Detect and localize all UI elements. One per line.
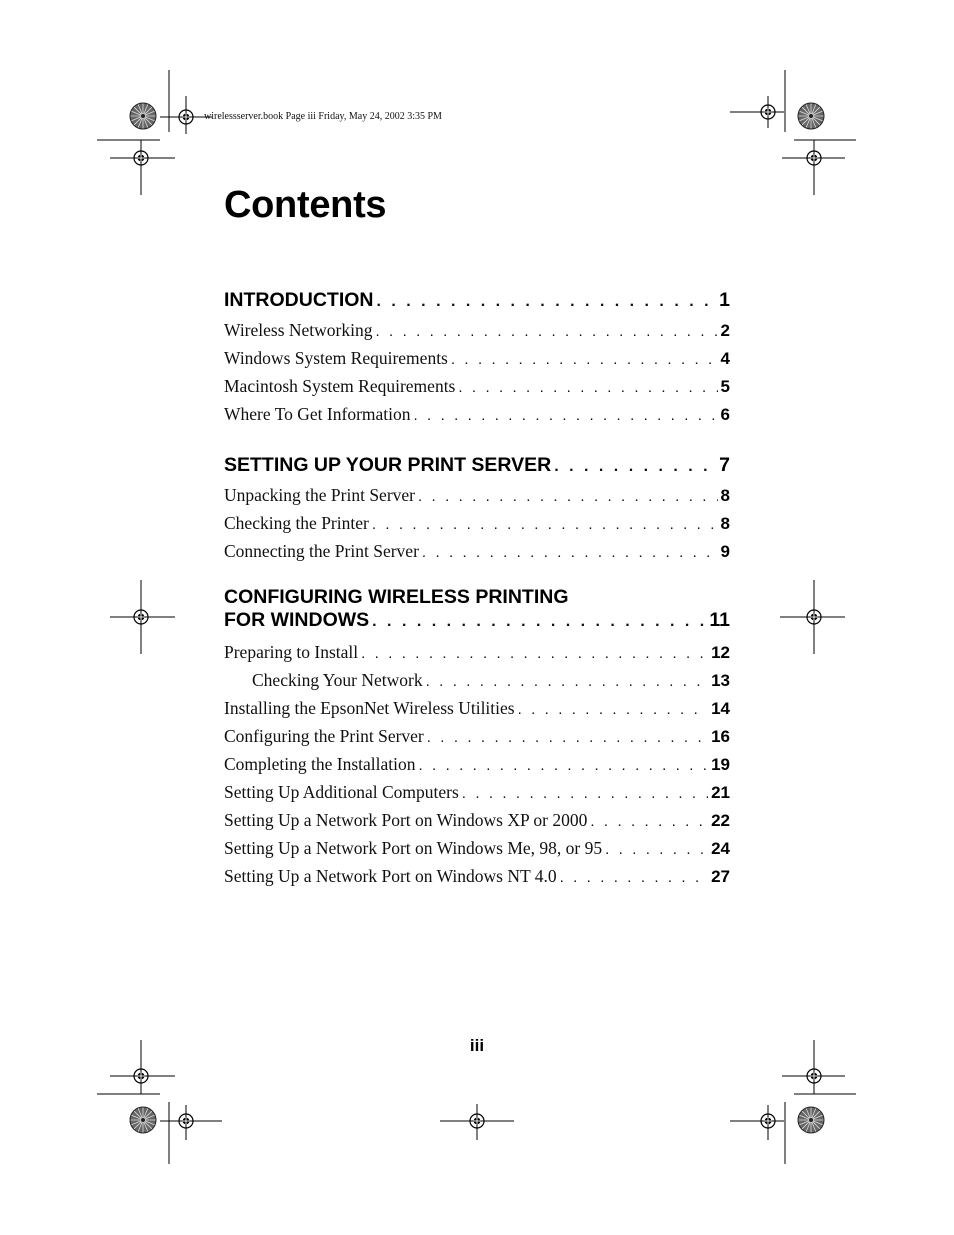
table-of-contents xyxy=(224,284,730,911)
toc-entry-title: Macintosh System Requirements xyxy=(224,376,456,396)
toc-entry[interactable] xyxy=(224,509,730,537)
toc-heading-title-line1[interactable]: CONFIGURING WIRELESS PRINTING xyxy=(224,586,569,608)
toc-page-number: 1 xyxy=(719,289,730,311)
toc-page-number: 5 xyxy=(720,377,730,396)
toc-page-number: 13 xyxy=(711,671,730,690)
toc-subentry[interactable] xyxy=(224,666,730,694)
toc-entry-title: Checking Your Network xyxy=(252,670,423,690)
toc-heading-title: SETTING UP YOUR PRINT SERVER xyxy=(224,454,552,476)
toc-page-number: 7 xyxy=(719,454,730,476)
dot-leader xyxy=(554,451,716,483)
toc-entry[interactable] xyxy=(224,372,730,400)
toc-entry-title: Installing the EpsonNet Wireless Utilities xyxy=(224,698,515,718)
toc-entry[interactable] xyxy=(224,750,730,778)
toc-entry-title: Setting Up a Network Port on Windows XP or 2000 xyxy=(224,810,588,830)
toc-entry[interactable] xyxy=(224,638,730,666)
dot-leader xyxy=(427,724,708,752)
toc-page-number: 11 xyxy=(709,609,730,631)
book-header-slug: wirelessserver.book Page iii Friday, May 24, 2002 3:35 PM xyxy=(204,111,442,122)
dot-leader xyxy=(590,808,708,836)
toc-entry-title: Unpacking the Print Server xyxy=(224,485,415,505)
toc-page-number: 24 xyxy=(711,839,730,858)
toc-heading-title-line2: FOR WINDOWS xyxy=(224,609,370,631)
toc-entry-title: Setting Up a Network Port on Windows NT 4.0 xyxy=(224,866,557,886)
toc-entry[interactable] xyxy=(224,537,730,565)
dot-leader xyxy=(462,780,708,808)
toc-entry-title: Completing the Installation xyxy=(224,754,416,774)
toc-entry[interactable] xyxy=(224,481,730,509)
toc-entry[interactable] xyxy=(224,316,730,344)
toc-entry-title: Setting Up a Network Port on Windows Me, 98, or 95 xyxy=(224,838,603,858)
toc-entry[interactable] xyxy=(224,834,730,862)
toc-heading[interactable] xyxy=(224,608,730,632)
toc-page-number: 8 xyxy=(720,486,730,505)
toc-entry[interactable] xyxy=(224,694,730,722)
dot-leader xyxy=(426,668,708,696)
dot-leader xyxy=(458,374,717,402)
dot-leader xyxy=(361,640,708,668)
dot-leader xyxy=(377,286,717,318)
page-number-folio: iii xyxy=(469,1036,485,1055)
dot-leader xyxy=(376,318,718,346)
toc-entry-title: Setting Up Additional Computers xyxy=(224,782,459,802)
toc-entry-title: Preparing to Install xyxy=(224,642,359,662)
toc-section-configuring xyxy=(224,586,730,890)
dot-leader xyxy=(451,346,718,374)
toc-entry-title: Wireless Networking xyxy=(224,320,373,340)
toc-heading-title: INTRODUCTION xyxy=(224,289,374,311)
page-title: Contents xyxy=(224,184,387,226)
dot-leader xyxy=(518,696,708,724)
dot-leader xyxy=(422,539,718,567)
dot-leader xyxy=(560,864,708,892)
toc-entry-title: Configuring the Print Server xyxy=(224,726,424,746)
toc-page-number: 21 xyxy=(711,783,730,802)
dot-leader xyxy=(414,402,718,430)
toc-entry-title: Connecting the Print Server xyxy=(224,541,419,561)
toc-page-number: 27 xyxy=(711,867,730,886)
toc-entry[interactable] xyxy=(224,806,730,834)
toc-section-setting-up xyxy=(224,449,730,565)
toc-page-number: 9 xyxy=(720,542,730,561)
toc-entry[interactable] xyxy=(224,862,730,890)
dot-leader xyxy=(372,511,718,539)
toc-entry[interactable] xyxy=(224,778,730,806)
toc-entry[interactable] xyxy=(224,344,730,372)
toc-page-number: 19 xyxy=(711,755,730,774)
toc-page-number: 4 xyxy=(720,349,730,368)
toc-page-number: 12 xyxy=(711,643,730,662)
toc-heading[interactable] xyxy=(224,449,730,481)
toc-page-number: 16 xyxy=(711,727,730,746)
toc-entry[interactable] xyxy=(224,400,730,428)
toc-page-number: 14 xyxy=(711,699,730,718)
toc-entry-title: Windows System Requirements xyxy=(224,348,448,368)
toc-page-number: 6 xyxy=(720,405,730,424)
dot-leader xyxy=(419,752,709,780)
toc-page-number: 2 xyxy=(720,321,730,340)
dot-leader xyxy=(418,483,718,511)
toc-entry-title: Where To Get Information xyxy=(224,404,411,424)
toc-page-number: 8 xyxy=(720,514,730,533)
toc-entry[interactable] xyxy=(224,722,730,750)
toc-page-number: 22 xyxy=(711,811,730,830)
toc-section-introduction xyxy=(224,284,730,428)
dot-leader xyxy=(372,610,706,634)
toc-heading[interactable] xyxy=(224,284,730,316)
dot-leader xyxy=(605,836,708,864)
toc-entry-title: Checking the Printer xyxy=(224,513,369,533)
